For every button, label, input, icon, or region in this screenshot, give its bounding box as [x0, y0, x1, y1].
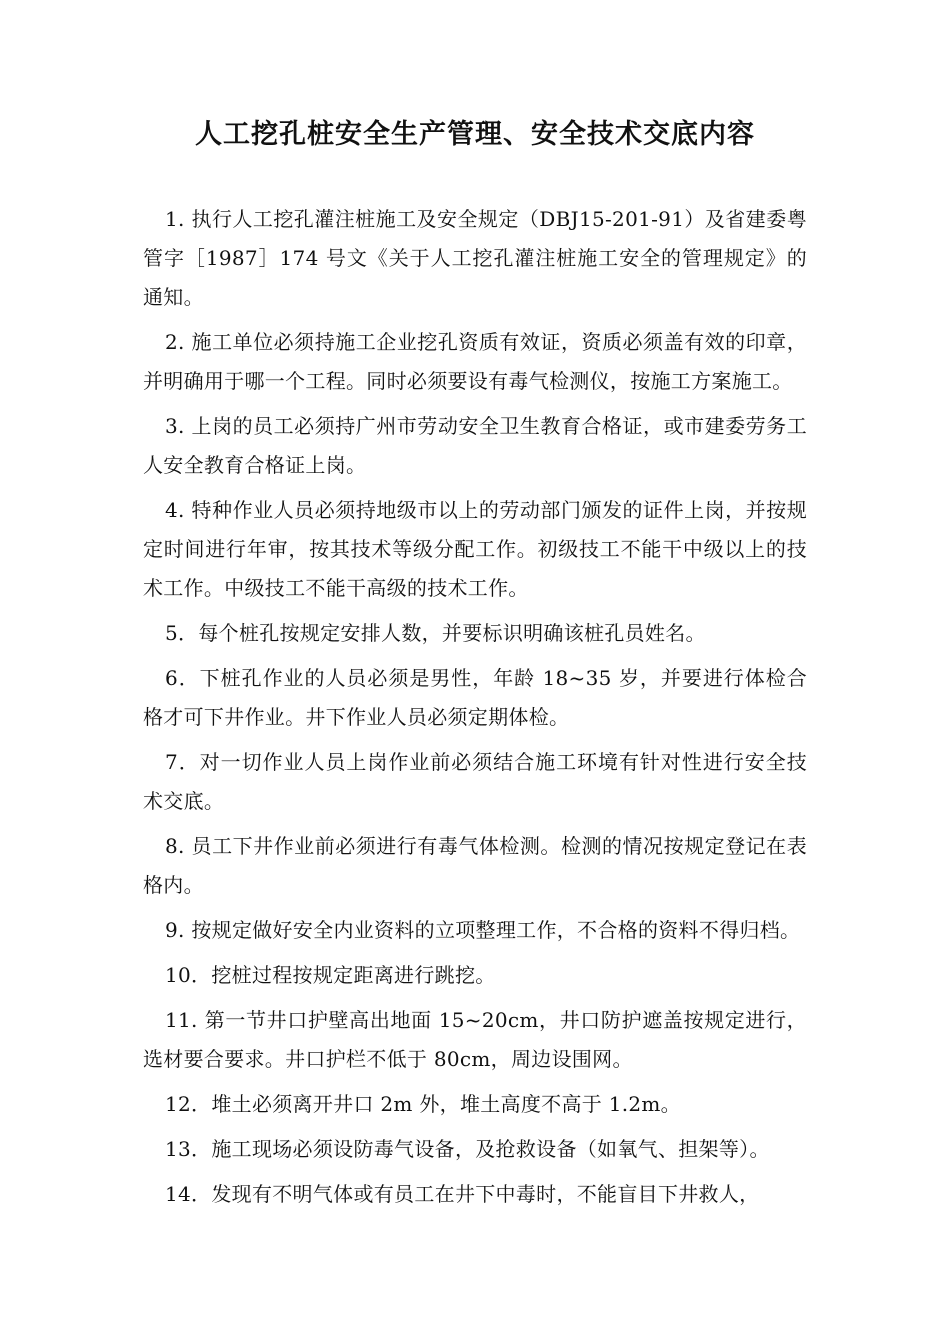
- paragraph-13: 13．施工现场必须设防毒气设备，及抢救设备（如氧气、担架等）。: [165, 1137, 770, 1161]
- paragraph-12: 12．堆土必须离开井口 2m 外，堆土高度不高于 1.2m。: [165, 1092, 681, 1116]
- paragraph-9: 9. 按规定做好安全内业资料的立项整理工作，不合格的资料不得归档。: [165, 918, 801, 942]
- paragraph-5: 5．每个桩孔按规定安排人数，并要标识明确该桩孔员姓名。: [165, 621, 706, 645]
- paragraph-11: 11. 第一节井口护壁高出地面 15~20cm，井口防护遮盖按规定进行，选材要合要求。井口护栏不低于 80cm，周边设围网。: [143, 1008, 807, 1071]
- paragraph-10: 10．挖桩过程按规定距离进行跳挖。: [165, 963, 496, 987]
- paragraph-14: 14．发现有不明气体或有员工在井下中毒时，不能盲目下井救人，: [165, 1182, 760, 1206]
- document-title: 人工挖孔桩安全生产管理、安全技术交底内容: [195, 119, 755, 150]
- paragraph-2: 2. 施工单位必须持施工企业挖孔资质有效证，资质必须盖有效的印章，并明确用于哪一个工程。同时必须要设有毒气检测仪，按施工方案施工。: [143, 330, 807, 393]
- paragraph-1: 1. 执行人工挖孔灌注桩施工及安全规定（DBJ15-201-91）及省建委粤管字［1987］174 号文《关于人工挖孔灌注桩施工安全的管理规定》的通知。: [143, 207, 807, 309]
- paragraph-3: 3. 上岗的员工必须持广州市劳动安全卫生教育合格证，或市建委劳务工人安全教育合格证上岗。: [143, 414, 807, 477]
- paragraph-8: 8. 员工下井作业前必须进行有毒气体检测。检测的情况按规定登记在表格内。: [143, 834, 807, 897]
- paragraph-6: 6．下桩孔作业的人员必须是男性，年龄 18~35 岁，并要进行体检合格才可下井作业。井下作业人员必须定期体检。: [143, 666, 807, 729]
- paragraph-7: 7．对一切作业人员上岗作业前必须结合施工环境有针对性进行安全技术交底。: [143, 750, 807, 813]
- paragraph-4: 4. 特种作业人员必须持地级市以上的劳动部门颁发的证件上岗，并按规定时间进行年审，按其技术等级分配工作。初级技工不能干中级以上的技术工作。中级技工不能干高级的技术工作。: [143, 498, 807, 600]
- document-body: [143, 200, 807, 1220]
